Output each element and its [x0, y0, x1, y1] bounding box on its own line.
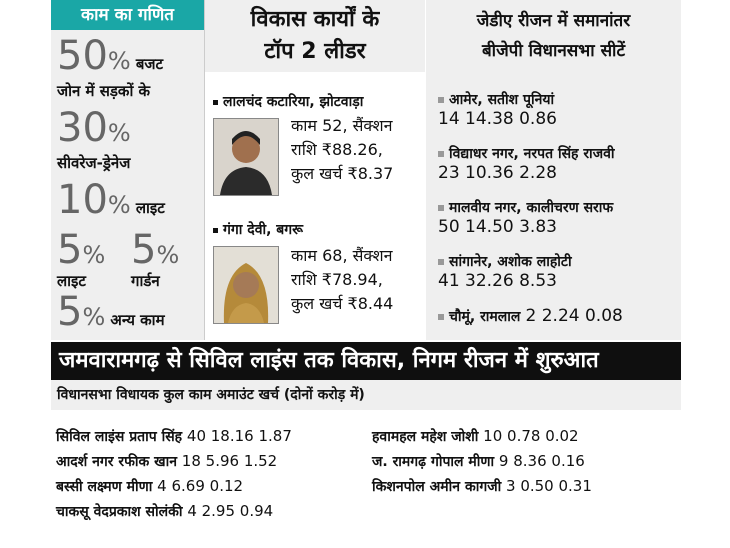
stat-light-small-label: लाइट: [57, 272, 86, 290]
table-row: ज. रामगढ़ गोपाल मीणा 9 8.36 0.16: [372, 452, 585, 470]
leader-1-photo: [213, 118, 279, 196]
table-row: आदर्श नगर रफीक खान 18 5.96 1.52: [56, 452, 278, 470]
seat-item: मालवीय नगर, कालीचरण सराफ 50 14.50 3.83: [438, 200, 614, 237]
stat-other: 5% अन्य काम: [57, 289, 165, 335]
stat-road-budget: 50% बजट: [57, 33, 164, 79]
bjp-seats-panel: [426, 0, 681, 340]
table-row: चाकसू वेदप्रकाश सोलंकी 4 2.95 0.94: [56, 502, 274, 520]
table-row: किशनपोल अमीन कागजी 3 0.50 0.31: [372, 477, 592, 495]
stat-light: 10% लाइट: [57, 177, 165, 223]
seat-item: चौमूं, रामलाल 2 2.24 0.08: [438, 306, 623, 326]
leader-1-stats: काम 52, सैंक्शन राशि ₹88.26, कुल खर्च ₹8.37: [291, 116, 394, 183]
work-math-heading: काम का गणित: [51, 0, 204, 30]
seat-item: आमेर, सतीश पूनियां 14 14.38 0.86: [438, 92, 557, 129]
stat-light-small: 5%: [57, 227, 106, 273]
top-leaders-heading: विकास कार्यों के टॉप 2 लीडर: [205, 0, 425, 72]
stat-garden-label: गार्डन: [131, 272, 160, 290]
seat-item: विद्याधर नगर, नरपत सिंह राजवी 23 10.36 2.28: [438, 146, 615, 183]
leader-1-name: लालचंद कटारिया, झोटवाड़ा: [213, 92, 363, 111]
table-left-column: [56, 424, 292, 524]
top-leaders-panel: [204, 0, 424, 340]
table-row: बस्सी लक्ष्मण मीणा 4 6.69 0.12: [56, 477, 244, 495]
portrait-woman-icon: [214, 247, 278, 323]
stat-sewerage: 30%: [57, 105, 131, 151]
stat-sewerage-label: सीवरेज-ड्रेनेज: [57, 154, 131, 172]
stat-road-label: जोन में सड़कों के: [57, 82, 151, 100]
leader-2-name: गंगा देवी, बगरू: [213, 220, 303, 239]
leader-2-stats: काम 68, सैंक्शन राशि ₹78.94, कुल खर्च ₹8.44: [291, 246, 394, 313]
work-math-panel: [51, 0, 204, 340]
table-right-column: [372, 424, 592, 499]
leader-2-photo: [213, 246, 279, 324]
table-row: हवामहल महेश जोशी 10 0.78 0.02: [372, 427, 579, 445]
table-row: सिविल लाइंस प्रताप सिंह 40 18.16 1.87: [56, 427, 292, 445]
headline-banner: जमवारामगढ़ से सिविल लाइंस तक विकास, निगम रीजन में शुरुआत: [51, 342, 681, 380]
seat-item: सांगानेर, अशोक लाहोटी 41 32.26 8.53: [438, 254, 572, 291]
bjp-seats-heading: जेडीए रीजन में समानांतर बीजेपी विधानसभा सीटें: [476, 11, 631, 61]
table-column-header: विधानसभा विधायक कुल काम अमाउंट खर्च (दोनों करोड़ में): [51, 380, 681, 410]
portrait-man-icon: [214, 119, 278, 195]
stat-garden: 5%: [131, 227, 180, 273]
